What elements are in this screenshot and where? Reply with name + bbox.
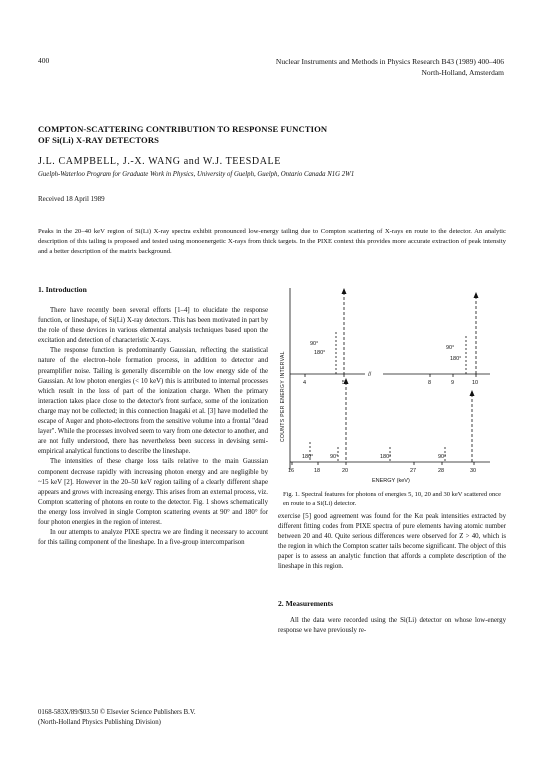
author-list: J.L. CAMPBELL, J.-X. WANG and W.J. TEESDALE [38, 156, 281, 167]
tick-label: 4 [303, 380, 307, 386]
angle-label: 90° [438, 454, 447, 460]
arrowhead-icon [474, 292, 479, 298]
copyright-footer [38, 708, 196, 728]
tick-label: 5 [342, 380, 346, 386]
tick-label: 20 [342, 468, 349, 474]
angle-label: 90° [330, 454, 339, 460]
paragraph: In our attempts to analyze PIXE spectra we are finding it necessary to account for this tailing component of the lineshape. In a five-group intercomparison [38, 529, 268, 547]
y-axis-label: COUNTS PER ENERGY INTERVAL [280, 351, 286, 442]
figure-1-spectra [280, 282, 502, 488]
angle-label: 180° [380, 454, 392, 460]
abstract: Peaks in the 20–40 keV region of Si(Li) X-ray spectra exhibit pronounced low-energy tailing due to Compton scattering of X-rays en route to the detector. An analytic description of this tailing is proposed and tested using monoenergetic X-rays from thick targets. In the PIXE context this provides more accurate extraction of peak intensity and a better description of the matrix background. [38, 228, 506, 256]
paragraph: There have recently been several efforts [1–4] to elucidate the response function, or lineshape, of Si(Li) X-ray detectors. This has been motivated in part by the role of these devices in various elemental analysis techniques based upon the excitation and detection of characteristic X-rays. [38, 307, 268, 345]
journal-citation: Nuclear Instruments and Methods in Physics Research B43 (1989) 400–406 [275, 57, 504, 66]
tick-label: 9 [451, 380, 455, 386]
section-heading-measurements: 2. Measurements [278, 599, 334, 608]
tick-label: 28 [438, 468, 445, 474]
paragraph: The response function is predominantly Gaussian, reflecting the statistical nature of the electron–hole formation process, in addition to detector and preamplifier noise. Tailing is generally discernible on the low energy side of the Gaussian. At low photon energies (< 10 keV) this is attributed to internal processes which result in the loss of part of the ionization charge. When the primary interaction takes place close to the detector's front surface, some of the ionization charge may not be collected; in this connection Inagaki et al. [3] have modelled the escape of Auger and photo-electrons from the sensitive volume into a frontal "dead layer". While the processes involved seem to vary from one detector to another, and are not fully understood, there has nevertheless been success in devising semi-empirical analytical functions to describe the lineshape. [38, 347, 268, 456]
publisher-location: North-Holland, Amsterdam [421, 68, 504, 77]
angle-label: 180° [314, 350, 326, 356]
column-left-text [38, 306, 268, 548]
angle-label: 90° [446, 345, 455, 351]
tick-label: 30 [470, 468, 477, 474]
tick-label: 16 [288, 468, 295, 474]
angle-label: 180° [302, 454, 314, 460]
x-axis-label: ENERGY (keV) [372, 478, 410, 484]
column-right-text [278, 512, 506, 573]
affiliation: Guelph-Waterloo Program for Graduate Work in Physics, University of Guelph, Guelph, Ontario Canada N1G 2W1 [38, 171, 355, 178]
paper-title [38, 124, 478, 146]
publisher-division: (North-Holland Physics Publishing Division) [38, 719, 161, 726]
section-heading-introduction: 1. Introduction [38, 285, 87, 294]
tick-label: 8 [428, 380, 432, 386]
tick-label: 10 [472, 380, 479, 386]
title-line-2: OF Si(Li) X-RAY DETECTORS [38, 135, 160, 145]
angle-label: 180° [450, 356, 462, 362]
paragraph: exercise [5] good agreement was found for the Kα peak intensities extracted by different fitting codes from PIXE spectra of pure elements having atomic number between 20 and 40. Quite serious differences were observed for Z > 40, which is the region in which the Compton scatter tails become significant. The object of this paper is to assess an analytic function that affords a complete description of the lineshape in this region. [278, 513, 506, 571]
axis-break-mark: // [368, 372, 372, 378]
arrowhead-icon [470, 390, 475, 396]
journal-header [204, 56, 504, 78]
figure-caption: Fig. 1. Spectral features for photons of energies 5, 10, 20 and 30 keV scattered once en route to a Si(Li) detector. [283, 491, 501, 507]
paragraph: The intensities of these charge loss tails relative to the main Gaussian component decrease rapidly with increasing photon energy and are negligible by ~15 keV [2]. However in the 20–50 keV region tailing of a clearly different shape appears and grows with increasing energy. This arises from an external process, viz. Compton scattering of photons en route to the detector. Fig. 1 shows schematically the energy loss involved in single Compton scattering events at 90° and 180° for four photon energies in the region of interest. [38, 458, 268, 526]
issn-line: 0168-583X/89/$03.50 © Elsevier Science Publishers B.V. [38, 709, 196, 716]
tick-label: 27 [410, 468, 417, 474]
tick-label: 18 [314, 468, 321, 474]
page-number: 400 [38, 56, 50, 65]
paragraph: All the data were recorded using the Si(Li) detector on whose low-energy response we have previously re- [278, 617, 506, 635]
title-line-1: COMPTON-SCATTERING CONTRIBUTION TO RESPONSE FUNCTION [38, 124, 328, 134]
angle-label: 90° [310, 341, 319, 347]
received-date: Received 18 April 1989 [38, 195, 105, 203]
arrowhead-icon [342, 288, 347, 294]
